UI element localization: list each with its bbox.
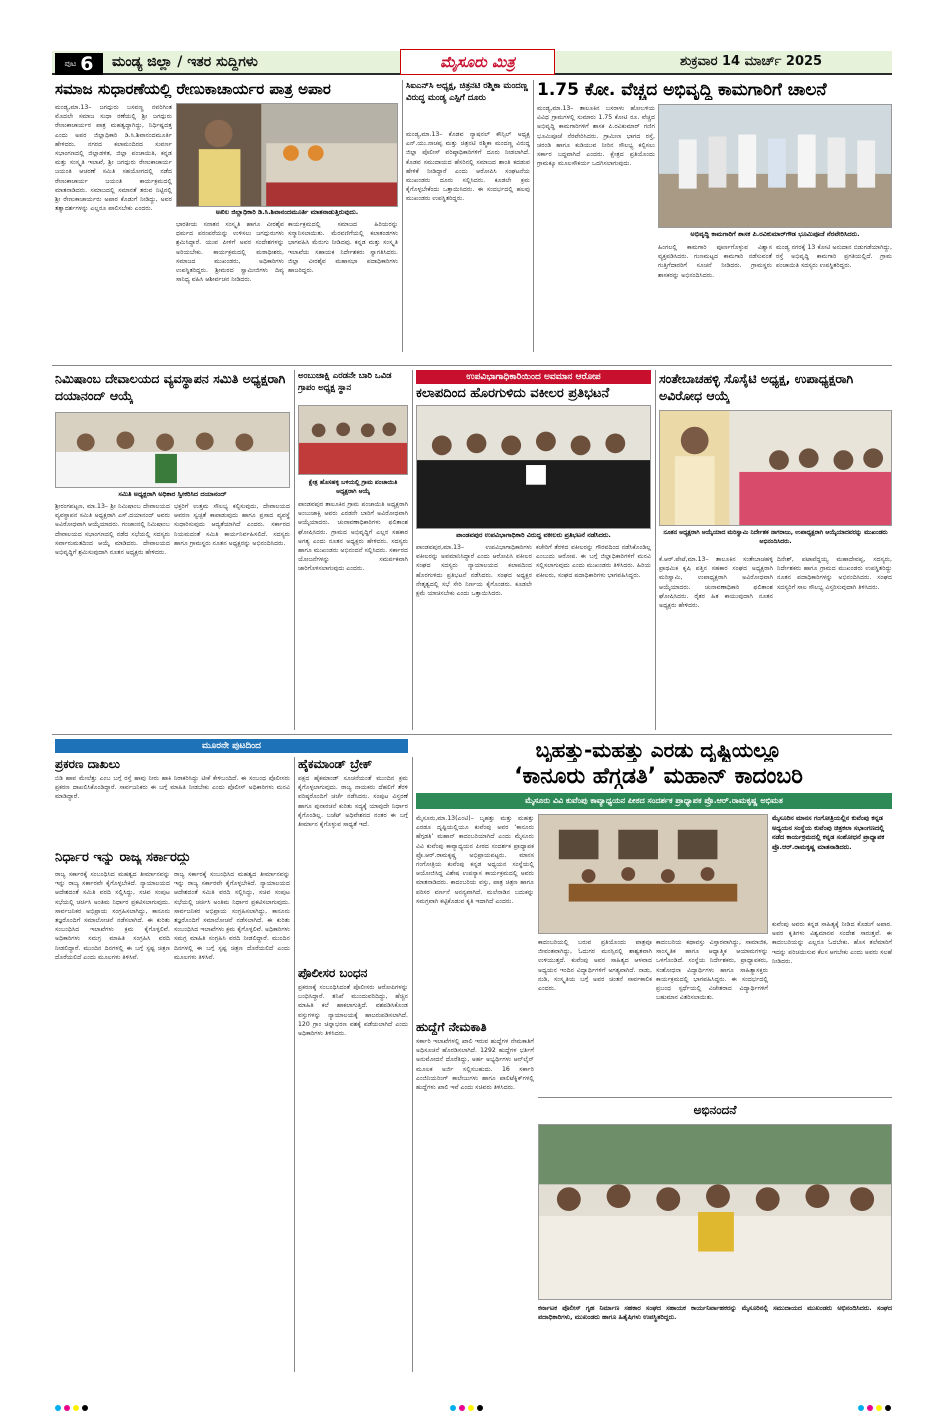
story3-body-col3: ಮಂಡ್ಯ ನಗರಕ್ಕೆ 13 ಕೋಟಿ ಅನುದಾನ ಬಿಡುಗಡೆಯಾಗಿದ್ದು, ರಸ್ತೆ ಅಭಿವೃದ್ಧಿ ಕಾಮಗಾರಿ ಪ್ರಗತಿಯಲ್ಲಿದೆ. ಗ್ರಾಮ ಪಂಚಾಯಿತಿ ಸದಸ್ಯರು ಉಪಸ್ಥಿತರಿದ್ದರು.: [776, 244, 892, 270]
page-number-label: [55, 53, 103, 75]
column-divider: [533, 80, 534, 352]
story5-headline: ಅಂಬುಜಾಕ್ಷಿ ಎರಡನೇ ಬಾರಿ ಒವಿಡ ಗ್ರಾಪಂ ಅಧ್ಯಕ್ಷ ಸ್ಥಾನ: [298, 371, 392, 393]
story3-caption: ಅಭಿವೃದ್ಧಿ ಕಾಮಗಾರಿಗೆ ಶಾಸಕ ಪಿ.ರವಿಕುಮಾರ್‌ಗೌಡ ಭೂಮಿಪೂಜೆ ನೆರವೇರಿಸಿದರು.: [690, 230, 860, 238]
story4-body-col2: ಭಕ್ತರಿಗೆ ಉತ್ತಮ ಸೌಲಭ್ಯ ಕಲ್ಪಿಸುವುದು, ದೇವಾಲಯದ ಆವರಣ ಸ್ವಚ್ಛತೆ ಕಾಪಾಡುವುದು ಹಾಗೂ ಪ್ರಸಾದ ವ್ಯವಸ್ಥೆ ಸುಧಾರಿಸುವುದು ಆದ್ಯತೆಯಾಗಿದೆ ಎಂದರು. ಸರ್ಕಾರದ ನಿಯಮದಂತೆ ಸಮಿತಿ ಕಾರ್ಯನಿರ್ವಹಿಸಲಿದೆ. ಸದಸ್ಯರು ಹಾಗೂ ಗ್ರಾಮಸ್ಥರು ನೂತನ ಅಧ್ಯಕ್ಷರನ್ನು ಅಭಿನಂದಿಸಿದರು.: [174, 503, 290, 547]
column-divider: [294, 370, 295, 730]
story8-side-caption: ಮೈಸೂರಿನ ಮಾನಸ ಗಂಗೋತ್ರಿಯಲ್ಲಿನ ಕುವೆಂಪು ಕನ್ನಡ ಅಧ್ಯಯನ ಸಂಸ್ಥೆಯ ಕುವೆಂಪು ಚಿತ್ರಕಲಾ ಸಭಾಂಗಣದಲ್ಲಿ ನಡೆದ ಕಾರ್ಯಕ್ರಮದಲ್ಲಿ ಕನ್ನಡ ಸಂಶೋಧನೆ ಪ್ರಾಧ್ಯಾಪಕ ಪ್ರೊ.ಆರ್.ರಾಮಕೃಷ್ಣ ಮಾತನಾಡಿದರು.: [772, 814, 885, 851]
story7-photo: [659, 410, 892, 526]
story6-headline: ಕಲಾಪದಿಂದ ಹೊರಗುಳಿದು ವಕೀಲರ ಪ್ರತಿಭಟನೆ: [416, 386, 610, 401]
story3-body-col2: ಹಿಂಗಲಲ್ಲಿ ಕಾಮಗಾರಿ ಪೂರ್ಣಗೊಳ್ಳುವ ವಿಶ್ವಾಸ ವ್ಯಕ್ತಪಡಿಸಿದರು. ಗುಣಮಟ್ಟದ ಕಾಮಗಾರಿ ನಡೆಸುವಂತೆ ಗುತ್ತಿಗೆದಾರರಿಗೆ ಸೂಚನೆ ನೀಡಿದರು. ಗ್ರಾಮಸ್ಥರು ಶಾಸಕರನ್ನು ಅಭಿನಂದಿಸಿದರು.: [658, 244, 772, 279]
story9-title: ಅಭಿನಂದನೆ: [693, 1103, 737, 1117]
column-divider: [412, 757, 413, 1372]
story1-body-col3: ಕಾರ್ಯಕ್ರಮದಲ್ಲಿ ಸಮಾಜದ ಹಿರಿಯರನ್ನು ಸನ್ಮಾನಿಸಲಾಯಿತು. ಮೆರವಣಿಗೆಯಲ್ಲಿ ಕಲಾತಂಡಗಳು ಭಾಗವಹಿಸಿ ಮೆರುಗು ನೀಡಿದವು. ಕನ್ನಡ ಮತ್ತು ಸಂಸ್ಕೃತಿ ಇಲಾಖೆಯ ಸಹಾಯಕ ನಿರ್ದೇಶಕರು ಸ್ವಾಗತಿಸಿದರು. ಜಿಲ್ಲಾ ವೀರಶೈವ ಮಹಾಸಭಾ ಪದಾಧಿಕಾರಿಗಳು ಹಾಜರಿದ್ದರು.: [288, 221, 398, 275]
story9-caption: ಕರ್ನಾಟಕ ಪೊಲೀಸ್ ಗೃಹ ನಿರ್ಮಾಣ ಸಹಕಾರ ಸಂಘದ ಸಹಾಯಕ ಕಾರ್ಯನಿರ್ವಾಹಕರನ್ನು ಮೈಸೂರಿನಲ್ಲಿ ಸಮುದಾಯದ ಮುಖಂಡರು ಅಭಿನಂದಿಸಿದರು. ಸಂಘದ ಪದಾಧಿಕಾರಿಗಳು, ಮುಖಂಡರು ಹಾಗೂ ಹಿತೈಷಿಗಳು ಉಪಸ್ಥಿತರಿದ್ದರು.: [538, 1304, 892, 1322]
story7-body-col2: ದಿನೇಶ್, ಪಟಾಪೆದ್ದಯ್ಯ ಮಹಾದೇವಪ್ಪ, ಸದಸ್ಯರು, ನಿರ್ದೇಶಕರು ಹಾಗೂ ಗ್ರಾಮದ ಮುಖಂಡರು ಉಪಸ್ಥಿತರಿದ್ದು ನೂತನ ಪದಾಧಿಕಾರಿಗಳನ್ನು ಅಭಿನಂದಿಸಿದರು. ಸಂಘದ ಸದಸ್ಯರಿಗೆ ಸಾಲ ಸೌಲಭ್ಯ ವಿಸ್ತರಿಸುವುದಾಗಿ ತಿಳಿಸಿದರು.: [777, 556, 892, 591]
story1-body-col2: ಭಾರತೀಯ ಸನಾತನ ಸಂಸ್ಕೃತಿ ಹಾಗೂ ವೀರಶೈವ ಧರ್ಮದ ಪರಂಪರೆಯನ್ನು ಉಳಿಸಲು ಜಗದ್ಗುರುಗಳು ಶ್ರಮಿಸಿದ್ದಾರೆ. ಯುವ ಪೀಳಿಗೆ ಅವರ ಸಂದೇಶಗಳನ್ನು ಅರಿಯಬೇಕು. ಕಾರ್ಯಕ್ರಮದಲ್ಲಿ ಮಠಾಧೀಶರು, ಸಮಾಜದ ಮುಖಂಡರು, ಅಧಿಕಾರಿಗಳು ಉಪಸ್ಥಿತರಿದ್ದರು. ಶ್ರೀಮಠದ ಸ್ವಾಮೀಜಿಗಳು ದಿವ್ಯ ಸಾನಿಧ್ಯ ವಹಿಸಿ ಆಶೀರ್ವಚನ ನೀಡಿದರು.: [176, 221, 284, 284]
story5-caption: ಕ್ಷೇತ್ರ ಹೊಸಹಳ್ಳಿ ಬಳಿಯಲ್ಲಿ ಗ್ರಾಮ ಪಂಚಾಯಿತಿ ಅಧ್ಯಕ್ಷರಾಗಿ ಆಯ್ಕೆ: [308, 479, 398, 495]
more-news-e-title: ಹುದ್ದೆಗೆ ನೇಮಕಾತಿ: [416, 1020, 487, 1034]
story8-photo: [538, 814, 768, 934]
column-divider: [412, 370, 413, 730]
date-line: ಶುಕ್ರವಾರ 14 ಮಾರ್ಚ್ 2025: [680, 54, 823, 69]
story5-body: ಪಾಂಡವಪುರ ತಾಲೂಕಿನ ಗ್ರಾಮ ಪಂಚಾಯಿತಿ ಅಧ್ಯಕ್ಷರಾಗಿ ಅಂಬುಜಾಕ್ಷಿ ಅವರು ಎರಡನೇ ಬಾರಿಗೆ ಅವಿರೋಧವಾಗಿ ಆಯ್ಕೆಯಾದರು. ಚುನಾವಣಾಧಿಕಾರಿಗಳು ಫಲಿತಾಂಶ ಘೋಷಿಸಿದರು. ಗ್ರಾಮದ ಅಭಿವೃದ್ಧಿಗೆ ಎಲ್ಲರ ಸಹಕಾರ ಅಗತ್ಯ ಎಂದು ನೂತನ ಅಧ್ಯಕ್ಷರು ಹೇಳಿದರು. ಸದಸ್ಯರು ಹಾಗೂ ಮುಖಂಡರು ಅಭಿನಂದನೆ ಸಲ್ಲಿಸಿದರು. ಸರ್ಕಾರದ ಯೋಜನೆಗಳನ್ನು ಸಮರ್ಪಕವಾಗಿ ಜಾರಿಗೊಳಿಸಲಾಗುವುದು ಎಂದರು.: [298, 501, 408, 573]
more-news-d-body: ಪ್ರಕರಣಕ್ಕೆ ಸಂಬಂಧಿಸಿದಂತೆ ಪೊಲೀಸರು ಆರೋಪಿಗಳನ್ನು ಬಂಧಿಸಿದ್ದಾರೆ. ತನಿಖೆ ಮುಂದುವರಿದಿದ್ದು, ಹೆಚ್ಚಿನ ಮಾಹಿತಿ ಕಲೆ ಹಾಕಲಾಗುತ್ತಿದೆ. ವಶಪಡಿಸಿಕೊಂಡ ವಸ್ತುಗಳನ್ನು ನ್ಯಾಯಾಲಯಕ್ಕೆ ಹಾಜರುಪಡಿಸಲಾಗಿದೆ. 120 ಗ್ರಾಂ ಚಿನ್ನಾಭರಣ ವಶಕ್ಕೆ ಪಡೆಯಲಾಗಿದೆ ಎಂದು ಅಧಿಕಾರಿಗಳು ತಿಳಿಸಿದರು.: [298, 984, 408, 1038]
continued-from-band: ಮೂರನೇ ಪುಟದಿಂದ: [55, 739, 408, 753]
story3-photo: [658, 104, 892, 228]
story1-body-col1: ಮಂಡ್ಯ,ಮಾ.13– ಜಗದ್ಗುರು ಬಸವಣ್ಣ ನವರಿಗಿಂತ ಮೊದಲೇ ಸಮಾಜ ಸುಧಾ ರಣೆಯಲ್ಲಿ ಶ್ರೀ ಜಗದ್ಗುರು ರೇಣುಕಾಚಾರ್ಯರ ಪಾತ್ರ ಮಹತ್ವದ್ದಾಗಿದ್ದು, ನಿರ್ಧಿಷ್ಟದತ್ತ ಎಂದು ಅಪರ ಜಿಲ್ಲಾಧಿಕಾರಿ ಡಿ.ಸಿ.ಶಿವಾನಂದಮೂರ್ತಿ ಹೇಳಿದರು. ನಗರದ ಕಲಾಮಂದಿರದ ಸುವರ್ಣ ಸಭಾಂಗಣದಲ್ಲಿ ಜಿಲ್ಲಾಡಳಿತ, ಜಿಲ್ಲಾ ಪಂಚಾಯಿತಿ, ಕನ್ನಡ ಮತ್ತು ಸಂಸ್ಕೃತಿ ಇಲಾಖೆ, ಶ್ರೀ ಜಗದ್ಗುರು ರೇಣುಕಾಚಾರ್ಯ ಜಯಂತಿ ಆಚರಣೆ ಸಮಿತಿ ಸಹಯೋಗದಲ್ಲಿ ನಡೆದ ರೇಣುಕಾಚಾರ್ಯ ಜಯಂತಿ ಕಾರ್ಯಕ್ರಮದಲ್ಲಿ ಮಾತನಾಡಿದರು. ಸಮಾಜದಲ್ಲಿ ಸಮಾನತೆ ತರುವ ನಿಟ್ಟಿನಲ್ಲಿ ಶ್ರೀ ರೇಣುಕಾಚಾರ್ಯರು ಅಪಾರ ಕೊಡುಗೆ ನೀಡಿದ್ದು, ಅವರ ತತ್ವಾದರ್ಶಗಳನ್ನು ಎಲ್ಲರೂ ಪಾಲಿಸಬೇಕು ಎಂದರು.: [55, 104, 172, 213]
story2-body: ಮಂಡ್ಯ,ಮಾ.13– ಕೊಡವ ನ್ಯಾಷನಲ್ ಕೌನ್ಸಿಲ್ ಅಧ್ಯಕ್ಷ ಎನ್.ಯು.ನಾಚಪ್ಪ ಮತ್ತು ಚಿತ್ರನಟಿ ರಶ್ಮಿಕಾ ಮಂದಣ್ಣ ವಿರುದ್ಧ ಜಿಲ್ಲಾ ಪೊಲೀಸ್ ವರಿಷ್ಠಾಧಿಕಾರಿಗಳಿಗೆ ದೂರು ನೀಡಲಾಗಿದೆ. ಕೊಡವ ಸಮುದಾಯದ ಹೆಸರಿನಲ್ಲಿ ಸಮಾಜದ ಶಾಂತಿ ಕದಡುವ ಹೇಳಿಕೆ ನೀಡಿದ್ದಾರೆ ಎಂದು ಆರೋಪಿಸಿ ಸಂಘಟನೆಯ ಮುಖಂಡರು ದೂರು ಸಲ್ಲಿಸಿದರು. ಕೂಡಲೇ ಕ್ರಮ ಕೈಗೊಳ್ಳಬೇಕೆಂದು ಒತ್ತಾಯಿಸಿದರು. ಈ ಸಂದರ್ಭದಲ್ಲಿ ಹಲವು ಮುಖಂಡರು ಉಪಸ್ಥಿತರಿದ್ದರು.: [406, 131, 530, 203]
story6-body-col2: ಕಚೇರಿಗೆ ತೆರಳಿದ ವಕೀಲರನ್ನು ಗೌರವದಿಂದ ನಡೆಸಿಕೊಂಡಿಲ್ಲ ಎಂಬುದು ಆರೋಪ. ಈ ಬಗ್ಗೆ ಜಿಲ್ಲಾಧಿಕಾರಿಗಳಿಗೆ ಮನವಿ ಸಲ್ಲಿಸಲಾಗುವುದು ಎಂದು ಮುಖಂಡರು ತಿಳಿಸಿದರು. ಹಿರಿಯ ವಕೀಲರು, ಸಂಘದ ಪದಾಧಿಕಾರಿಗಳು ಭಾಗವಹಿಸಿದ್ದರು.: [536, 544, 651, 579]
more-news-b-title: ನಿರ್ಧಾರ ಇನ್ನು ರಾಜ್ಯ ಸರ್ಕಾರದ್ದು: [55, 850, 191, 865]
more-news-e-body: ಸರ್ಕಾರಿ ಇಲಾಖೆಗಳಲ್ಲಿ ಖಾಲಿ ಇರುವ ಹುದ್ದೆಗಳ ನೇಮಕಾತಿಗೆ ಅಧಿಸೂಚನೆ ಹೊರಡಿಸಲಾಗಿದೆ. 1292 ಹುದ್ದೆಗಳ ಭರ್ತಿಗೆ ಅನುಮೋದನೆ ದೊರೆತಿದ್ದು, ಅರ್ಹ ಅಭ್ಯರ್ಥಿಗಳು ಆನ್‌ಲೈನ್ ಮೂಲಕ ಅರ್ಜಿ ಸಲ್ಲಿಸಬಹುದು. 16 ಸರ್ಕಾರಿ ಎಂಜಿನಿಯರಿಂಗ್ ಕಾಲೇಜುಗಳು ಹಾಗೂ ಪಾಲಿಟೆಕ್ನಿಕ್‌ಗಳಲ್ಲಿ ಹುದ್ದೆಗಳು ಖಾಲಿ ಇವೆ ಎಂದು ಸಚಿವರು ತಿಳಿಸಿದರು.: [416, 1038, 534, 1092]
more-news-b-body-col2: ರಾಜ್ಯ ಸರ್ಕಾರಕ್ಕೆ ಸಂಬಂಧಿಸಿದ ಮಹತ್ವದ ತೀರ್ಮಾನವನ್ನು ಇನ್ನು ರಾಜ್ಯ ಸರ್ಕಾರವೇ ಕೈಗೊಳ್ಳಬೇಕಿದೆ. ನ್ಯಾಯಾಲಯದ ಆದೇಶದಂತೆ ಸಮಿತಿ ವರದಿ ಸಲ್ಲಿಸಿದ್ದು, ಸಚಿವ ಸಂಪುಟ ಸಭೆಯಲ್ಲಿ ಚರ್ಚಿಸಿ ಅಂತಿಮ ನಿರ್ಧಾರ ಪ್ರಕಟಿಸಲಾಗುವುದು. ಸಾರ್ವಜನಿಕರ ಅಭಿಪ್ರಾಯ ಸಂಗ್ರಹಿಸಲಾಗಿದ್ದು, ಕಾನೂನು ತಜ್ಞರೊಂದಿಗೆ ಸಮಾಲೋಚನೆ ನಡೆಸಲಾಗಿದೆ. ಈ ಕುರಿತು ಸಂಬಂಧಿಸಿದ ಇಲಾಖೆಗಳು ಕ್ರಮ ಕೈಗೊಳ್ಳಲಿವೆ. ಅಧಿಕಾರಿಗಳು ಸಮಗ್ರ ಮಾಹಿತಿ ಸಂಗ್ರಹಿಸಿ ವರದಿ ನೀಡಲಿದ್ದಾರೆ. ಮುಂದಿನ ದಿನಗಳಲ್ಲಿ ಈ ಬಗ್ಗೆ ಸ್ಪಷ್ಟ ಚಿತ್ರಣ ದೊರೆಯಲಿದೆ ಎಂದು ಮೂಲಗಳು ತಿಳಿಸಿವೆ.: [174, 871, 290, 961]
story1-headline: ಸಮಾಜ ಸುಧಾರಣೆಯಲ್ಲಿ ರೇಣುಕಾಚಾರ್ಯರ ಪಾತ್ರ ಅಪಾರ: [55, 80, 331, 98]
story8-subtitle-band: ಮೈಸೂರು ವಿವಿ ಕುವೆಂಪು ಕಾವ್ಯಾಧ್ಯಯನ ಪೀಠದ ಸಂದರ್ಶಕ ಪ್ರಾಧ್ಯಾಪಕ ಪ್ರೊ.ಆರ್.ರಾಮಕೃಷ್ಣ ಅಭಿಮತ: [416, 793, 892, 809]
story8-body-col2: ಕಾದಂಬರಿಯಲ್ಲಿ ಬರುವ ಪ್ರತಿಯೊಂದು ಪಾತ್ರವೂ ಜೀವಂತವಾಗಿದ್ದು, ಓದುಗರ ಮನಸ್ಸಿನಲ್ಲಿ ಶಾಶ್ವತವಾಗಿ ಉಳಿಯುತ್ತದೆ. ಕುವೆಂಪು ಅವರ ಸಾಹಿತ್ಯದ ಆಳವಾದ ಅಧ್ಯಯನ ಇಂದಿನ ವಿದ್ಯಾರ್ಥಿಗಳಿಗೆ ಅಗತ್ಯವಾಗಿದೆ. ನಾಡು, ನುಡಿ, ಸಂಸ್ಕೃತಿಯ ಬಗ್ಗೆ ಅವರ ಚಿಂತನೆ ಸಾರ್ವಕಾಲಿಕ ಎಂದರು.: [538, 939, 652, 993]
row-divider: [52, 365, 892, 366]
story7-body-col1: ಕೆ.ಆರ್.ಪೇಟೆ,ಮಾ.13– ತಾಲೂಕಿನ ಸಂತೇಬಾಚಹಳ್ಳಿ ಪ್ರಾಥಮಿಕ ಕೃಷಿ ಪತ್ತಿನ ಸಹಕಾರ ಸಂಘದ ಅಧ್ಯಕ್ಷರಾಗಿ ಮರಿಸ್ವಾಮಿ, ಉಪಾಧ್ಯಕ್ಷರಾಗಿ ಅವಿರೋಧವಾಗಿ ಆಯ್ಕೆಯಾದರು. ಚುನಾವಣಾಧಿಕಾರಿ ಫಲಿತಾಂಶ ಘೋಷಿಸಿದರು. ರೈತರ ಹಿತ ಕಾಯುವುದಾಗಿ ನೂತನ ಅಧ್ಯಕ್ಷರು ಹೇಳಿದರು.: [659, 556, 773, 610]
story8-body-col4: ಕುವೆಂಪು ಅವರು ಕನ್ನಡ ಸಾಹಿತ್ಯಕ್ಕೆ ನೀಡಿದ ಕೊಡುಗೆ ಅಪಾರ. ಅವರ ಕೃತಿಗಳು ವಿಶ್ವಮಾನವ ಸಂದೇಶ ಸಾರುತ್ತವೆ. ಈ ಕಾದಂಬರಿಯನ್ನು ಎಲ್ಲರೂ ಓದಬೇಕು. ಹೊಸ ತಲೆಮಾರಿಗೆ ಇದನ್ನು ಪರಿಚಯಿಸುವ ಕೆಲಸ ಆಗಬೇಕು ಎಂದು ಅವರು ಸಲಹೆ ನೀಡಿದರು.: [772, 921, 892, 965]
story8-headline-line1: ಬೃಹತ್ತು-ಮಹತ್ತು ಎರಡು ದೃಷ್ಟಿಯಲ್ಲೂ: [535, 738, 782, 762]
story1-photo: [176, 103, 398, 207]
story5-photo: [298, 405, 408, 475]
more-news-c-title: ಹೈಕಮಾಂಡ್ ಬ್ರೇಕ್: [298, 757, 373, 771]
section-title: ಮಂಡ್ಯ ಜಿಲ್ಲಾ / ಇತರ ಸುದ್ದಿಗಳು: [112, 54, 258, 70]
page-number: 6: [80, 53, 94, 75]
column-divider: [402, 80, 403, 352]
more-news-a-body: ಬಿಡಿ ಹಾವ ಮೇಲೆತ್ತು ಎಂಬ ಬಗ್ಗೆ ರಸ್ತೆ ಹಾವು ನೀರು ಹಾಕಿ ನಿರಾಕರಿಸಿದ್ದು ಟೀಕೆ ಕೇಳಿಬಂದಿದೆ. ಈ ಸಂಬಂಧ ಪೊಲೀಸರು ಪ್ರಕರಣ ದಾಖಲಿಸಿಕೊಂಡಿದ್ದಾರೆ. ಸಾರ್ವಜನಿಕರು ಈ ಬಗ್ಗೆ ಮಾಹಿತಿ ನೀಡಬೇಕು ಎಂದು ಪೊಲೀಸ್ ಅಧಿಕಾರಿಗಳು ಮನವಿ ಮಾಡಿದ್ದಾರೆ.: [55, 775, 290, 801]
page-word: ಪುಟ: [64, 59, 77, 68]
story3-body-col1: ಮಂಡ್ಯ,ಮಾ.13– ತಾಲೂಕಿನ ಬಸರಾಳು ಹೋಬಳಿಯ ವಿವಿಧ ಗ್ರಾಮಗಳಲ್ಲಿ ಸುಮಾರು 1.75 ಕೋಟಿ ರೂ. ವೆಚ್ಚದ ಅಭಿವೃದ್ಧಿ ಕಾಮಗಾರಿಗಳಿಗೆ ಶಾಸಕ ಪಿ.ರವಿಕುಮಾರ್ ಗಣಿಗ ಭೂಮಿಪೂಜೆ ನೆರವೇರಿಸಿದರು. ಗ್ರಾಮೀಣ ಭಾಗದ ರಸ್ತೆ, ಚರಂಡಿ ಹಾಗೂ ಕುಡಿಯುವ ನೀರಿನ ಸೌಲಭ್ಯ ಕಲ್ಪಿಸಲು ಸರ್ಕಾರ ಬದ್ಧವಾಗಿದೆ ಎಂದರು. ಕ್ಷೇತ್ರದ ಪ್ರತಿಯೊಂದು ಗ್ರಾಮಕ್ಕೂ ಮೂಲಸೌಕರ್ಯ ಒದಗಿಸಲಾಗುವುದು.: [537, 105, 655, 168]
story8-headline-line2: ‘ಕಾನೂರು ಹೆಗ್ಗಡತಿ’ ಮಹಾನ್ ಕಾದಂಬರಿ: [514, 764, 803, 789]
story7-caption: ನೂತನ ಅಧ್ಯಕ್ಷರಾಗಿ ಆಯ್ಕೆಯಾದ ಮರಿಸ್ವಾಮಿ ನಿರ್ದೇಶಕ ನಾಗರಾಜು, ಉಪಾಧ್ಯಕ್ಷರಾಗಿ ಆಯ್ಕೆಯಾದವರನ್ನು ಮುಖಂಡರು ಅಭಿನಂದಿಸಿದರು.: [663, 529, 888, 545]
more-news-b-body-col1: ರಾಜ್ಯ ಸರ್ಕಾರಕ್ಕೆ ಸಂಬಂಧಿಸಿದ ಮಹತ್ವದ ತೀರ್ಮಾನವನ್ನು ಇನ್ನು ರಾಜ್ಯ ಸರ್ಕಾರವೇ ಕೈಗೊಳ್ಳಬೇಕಿದೆ. ನ್ಯಾಯಾಲಯದ ಆದೇಶದಂತೆ ಸಮಿತಿ ವರದಿ ಸಲ್ಲಿಸಿದ್ದು, ಸಚಿವ ಸಂಪುಟ ಸಭೆಯಲ್ಲಿ ಚರ್ಚಿಸಿ ಅಂತಿಮ ನಿರ್ಧಾರ ಪ್ರಕಟಿಸಲಾಗುವುದು. ಸಾರ್ವಜನಿಕರ ಅಭಿಪ್ರಾಯ ಸಂಗ್ರಹಿಸಲಾಗಿದ್ದು, ಕಾನೂನು ತಜ್ಞರೊಂದಿಗೆ ಸಮಾಲೋಚನೆ ನಡೆಸಲಾಗಿದೆ. ಈ ಕುರಿತು ಸಂಬಂಧಿಸಿದ ಇಲಾಖೆಗಳು ಕ್ರಮ ಕೈಗೊಳ್ಳಲಿವೆ. ಅಧಿಕಾರಿಗಳು ಸಮಗ್ರ ಮಾಹಿತಿ ಸಂಗ್ರಹಿಸಿ ವರದಿ ನೀಡಲಿದ್ದಾರೆ. ಮುಂದಿನ ದಿನಗಳಲ್ಲಿ ಈ ಬಗ್ಗೆ ಸ್ಪಷ್ಟ ಚಿತ್ರಣ ದೊರೆಯಲಿದೆ ಎಂದು ಮೂಲಗಳು ತಿಳಿಸಿವೆ.: [55, 871, 170, 961]
more-news-d-title: ಪೊಲೀಸರ ಬಂಧನ: [298, 966, 368, 980]
story8-body-col1: ಮೈಸೂರು,ಮಾ.13(ಎಂಟಿ)– ಬೃಹತ್ತು ಮತ್ತು ಮಹತ್ತು ಎರಡೂ ದೃಷ್ಟಿಯಲ್ಲಿಯೂ ಕುವೆಂಪು ಅವರ ‘ಕಾನೂರು ಹೆಗ್ಗಡತಿ’ ಮಹಾನ್ ಕಾದಂಬರಿಯಾಗಿದೆ ಎಂದು ಮೈಸೂರು ವಿವಿ ಕುವೆಂಪು ಕಾವ್ಯಾಧ್ಯಯನ ಪೀಠದ ಸಂದರ್ಶಕ ಪ್ರಾಧ್ಯಾಪಕ ಪ್ರೊ.ಆರ್.ರಾಮಕೃಷ್ಣ ಅಭಿಪ್ರಾಯಪಟ್ಟರು. ಮಾನಸ ಗಂಗೋತ್ರಿಯ ಕುವೆಂಪು ಕನ್ನಡ ಅಧ್ಯಯನ ಸಂಸ್ಥೆಯಲ್ಲಿ ಆಯೋಜಿಸಿದ್ದ ವಿಶೇಷ ಉಪನ್ಯಾಸ ಕಾರ್ಯಕ್ರಮದಲ್ಲಿ ಅವರು ಮಾತನಾಡಿದರು. ಕಾದಂಬರಿಯ ವಸ್ತು, ಪಾತ್ರ ಚಿತ್ರಣ ಹಾಗೂ ಪರಿಸರ ವರ್ಣನೆ ಅನನ್ಯವಾಗಿದೆ. ಮಲೆನಾಡಿನ ಬದುಕನ್ನು ಸಮಗ್ರವಾಗಿ ಕಟ್ಟಿಕೊಡುವ ಕೃತಿ ಇದಾಗಿದೆ ಎಂದರು.: [416, 815, 534, 905]
story9-photo: [538, 1124, 892, 1300]
registration-marks-right: [858, 1405, 891, 1411]
column-divider: [294, 757, 295, 1372]
registration-marks-left: [55, 1405, 88, 1411]
column-divider: [655, 370, 656, 730]
story3-headline: 1.75 ಕೋ. ವೆಚ್ಚದ ಅಭಿವೃದ್ಧಿ ಕಾಮಗಾರಿಗೆ ಚಾಲನೆ: [537, 80, 827, 100]
registration-marks-center: [450, 1405, 483, 1411]
story6-photo: [416, 405, 651, 529]
story7-headline: ಸಂತೇಬಾಚಹಳ್ಳಿ ಸೊಸೈಟಿ ಅಧ್ಯಕ್ಷ, ಉಪಾಧ್ಯಕ್ಷರಾಗಿ ಅವಿರೋಧ ಆಯ್ಕೆ: [659, 371, 854, 403]
row-divider: [52, 734, 892, 735]
story2-headline: ಸಿಐಎನ್‌ಸಿ ಅಧ್ಯಕ್ಷ, ಚಿತ್ರನಟಿ ರಶ್ಮಿಕಾ ಮಂದಣ್ಣ ವಿರುದ್ಧ ಮಂಡ್ಯ ಎಸ್ಪಿಗೆ ದೂರು: [406, 81, 528, 103]
story6-kicker-band: ಉಪವಿಭಾಗಾಧಿಕಾರಿಯಿಂದ ಅವಮಾನ ಆರೋಪ: [416, 370, 651, 384]
story4-photo: [55, 412, 290, 488]
story4-headline: ನಿಮಿಷಾಂಬ ದೇವಾಲಯದ ವ್ಯವಸ್ಥಾಪನ ಸಮಿತಿ ಅಧ್ಯಕ್ಷರಾಗಿ ದಯಾನಂದ್ ಆಯ್ಕೆ: [55, 371, 286, 403]
more-news-c-body: ಪಕ್ಷದ ಹೈಕಮಾಂಡ್ ಸೂಚನೆಯಂತೆ ಮುಂದಿನ ಕ್ರಮ ಕೈಗೊಳ್ಳಲಾಗುವುದು. ರಾಜ್ಯ ನಾಯಕರು ದೆಹಲಿಗೆ ತೆರಳಿ ವರಿಷ್ಠರೊಂದಿಗೆ ಚರ್ಚೆ ನಡೆಸಿದರು. ಸಂಪುಟ ವಿಸ್ತರಣೆ ಹಾಗೂ ಪುನಾರಚನೆ ಕುರಿತು ಸದ್ಯಕ್ಕೆ ಯಾವುದೇ ನಿರ್ಧಾರ ಕೈಗೊಂಡಿಲ್ಲ. ಬಜೆಟ್ ಅಧಿವೇಶನದ ನಂತರ ಈ ಬಗ್ಗೆ ತೀರ್ಮಾನ ಕೈಗೊಳ್ಳುವ ಸಾಧ್ಯತೆ ಇದೆ.: [298, 775, 408, 829]
section-divider: [538, 1097, 892, 1098]
story4-body-col1: ಶ್ರೀರಂಗಪಟ್ಟಣ, ಮಾ.13– ಶ್ರೀ ನಿಮಿಷಾಂಬ ದೇವಾಲಯದ ವ್ಯವಸ್ಥಾಪನ ಸಮಿತಿ ಅಧ್ಯಕ್ಷರಾಗಿ ಎಸ್.ದಯಾನಂದ್ ಅವರು ಅವಿರೋಧವಾಗಿ ಆಯ್ಕೆಯಾದರು. ಗಂಜಾಂನಲ್ಲಿ ನಿಮಿಷಾಂಬ ದೇವಾಲಯದ ಸಭಾಂಗಣದಲ್ಲಿ ನಡೆದ ಸಭೆಯಲ್ಲಿ ಸದಸ್ಯರು ಸರ್ವಾನುಮತದಿಂದ ಆಯ್ಕೆ ಮಾಡಿದರು. ದೇವಾಲಯದ ಅಭಿವೃದ್ಧಿಗೆ ಶ್ರಮಿಸುವುದಾಗಿ ನೂತನ ಅಧ್ಯಕ್ಷರು ಹೇಳಿದರು.: [55, 503, 170, 557]
story4-caption: ಸಮಿತಿ ಅಧ್ಯಕ್ಷರಾಗಿ ಅಧಿಕಾರ ಸ್ವೀಕರಿಸಿದ ದಯಾನಂದ್: [118, 490, 227, 498]
story1-caption: ಅಖಿಲ ಜಿಲ್ಲಾಧಿಕಾರಿ ಡಿ.ಸಿ.ಶಿವಾನಂದಮೂರ್ತಿ ಮಾತನಾಡುತ್ತಿರುವುದು.: [215, 208, 359, 216]
more-news-a-title: ಪ್ರಕರಣ ದಾಖಲು: [55, 757, 120, 771]
story6-caption: ಪಾಂಡವಪುರ ಉಪವಿಭಾಗಾಧಿಕಾರಿ ವಿರುದ್ಧ ವಕೀಲರು ಪ್ರತಿಭಟನೆ ನಡೆಸಿದರು.: [456, 531, 611, 539]
paper-name-logo: ಮೈಸೂರು ಮಿತ್ರ: [400, 49, 555, 75]
story6-body-col1: ಪಾಂಡವಪುರ,ಮಾ.13– ಉಪವಿಭಾಗಾಧಿಕಾರಿಗಳು ವಕೀಲರನ್ನು ಅವಮಾನಿಸಿದ್ದಾರೆ ಎಂದು ಆರೋಪಿಸಿ ವಕೀಲರ ಸಂಘದ ಸದಸ್ಯರು ನ್ಯಾಯಾಲಯದ ಕಲಾಪದಿಂದ ಹೊರಗುಳಿದು ಪ್ರತಿಭಟನೆ ನಡೆಸಿದರು. ಸಂಘದ ಅಧ್ಯಕ್ಷರ ನೇತೃತ್ವದಲ್ಲಿ ಸಭೆ ಸೇರಿ ನಿರ್ಣಯ ಕೈಗೊಂಡರು. ಕೂಡಲೇ ಕ್ಷಮೆ ಯಾಚಿಸಬೇಕು ಎಂದು ಒತ್ತಾಯಿಸಿದರು.: [416, 544, 532, 598]
story8-body-col3: ಕಾದಂಬರಿಯ ಕಥಾವಸ್ತು ವಿಸ್ತಾರವಾಗಿದ್ದು, ಸಾಮಾಜಿಕ, ಸಾಂಸ್ಕೃತಿಕ ಹಾಗೂ ಆಧ್ಯಾತ್ಮಿಕ ಆಯಾಮಗಳನ್ನು ಒಳಗೊಂಡಿದೆ. ಸಂಸ್ಥೆಯ ನಿರ್ದೇಶಕರು, ಪ್ರಾಧ್ಯಾಪಕರು, ಸಂಶೋಧನಾ ವಿದ್ಯಾರ್ಥಿಗಳು ಹಾಗೂ ಸಾಹಿತ್ಯಾಸಕ್ತರು ಕಾರ್ಯಕ್ರಮದಲ್ಲಿ ಭಾಗವಹಿಸಿದ್ದರು. ಈ ಸಂದರ್ಭದಲ್ಲಿ ಪ್ರಬಂಧ ಸ್ಪರ್ಧೆಯಲ್ಲಿ ವಿಜೇತರಾದ ವಿದ್ಯಾರ್ಥಿಗಳಿಗೆ ಬಹುಮಾನ ವಿತರಿಸಲಾಯಿತು.: [656, 939, 768, 1002]
